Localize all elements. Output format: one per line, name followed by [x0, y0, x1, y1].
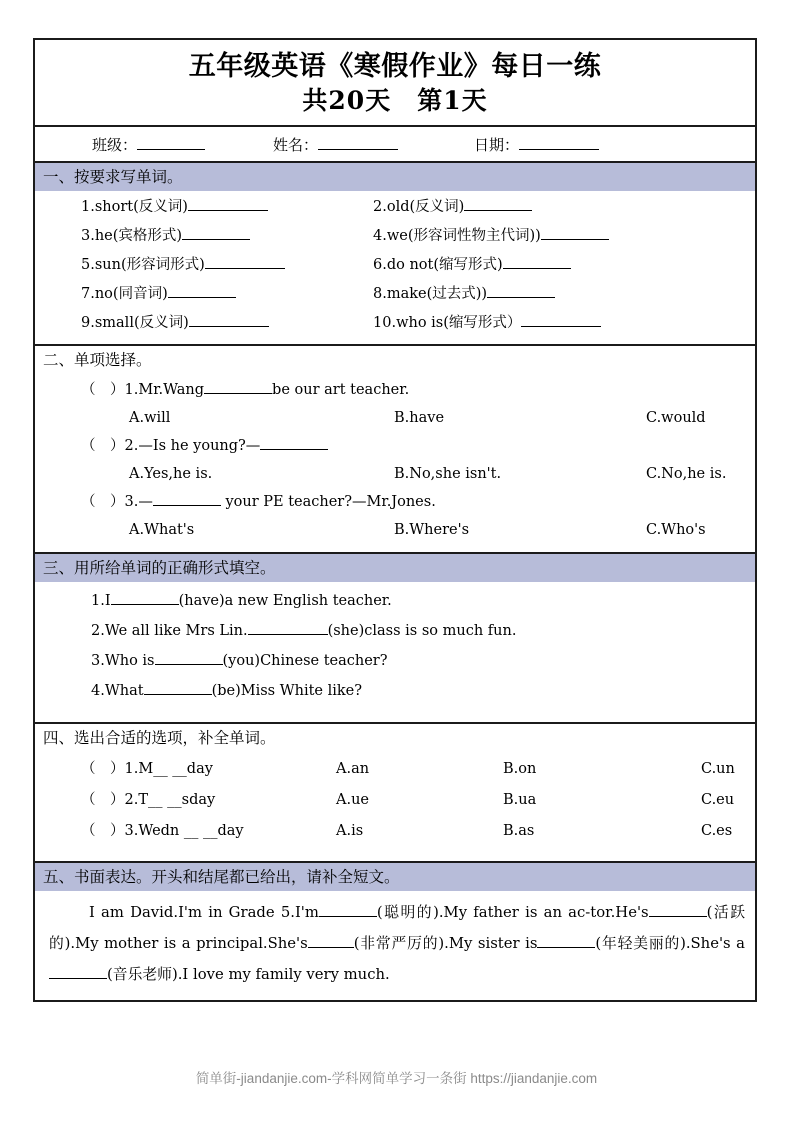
stem-text: Mr.Wang: [138, 382, 205, 398]
item-text-after: (she)class is so much fun.: [327, 623, 517, 639]
item-text: no(同音词): [94, 286, 168, 302]
name-label: 姓名：: [273, 135, 319, 154]
section-2-body: [35, 374, 755, 552]
essay-body[interactable]: [35, 891, 755, 1000]
section-4-heading: 四、选出合适的选项，补全单词。: [35, 724, 755, 752]
answer-blank[interactable]: [182, 226, 250, 240]
section-1-body: [35, 191, 755, 344]
item-number: 5.: [81, 257, 95, 273]
word-option-a[interactable]: A.ue: [336, 792, 370, 808]
answer-blank[interactable]: [521, 313, 601, 327]
answer-bracket[interactable]: （ ）1.: [81, 761, 139, 777]
item-text: who is(缩写形式）: [396, 315, 522, 331]
essay-text: (年轻美丽的).She's a: [595, 935, 745, 952]
word-form-item[interactable]: [43, 280, 373, 309]
mc-option-c[interactable]: C.Who's: [646, 522, 706, 538]
word-form-row: [43, 280, 747, 309]
answer-blank[interactable]: [168, 284, 236, 298]
mc-option-row: [43, 516, 747, 544]
mc-option-b[interactable]: B.have: [394, 410, 445, 426]
item-number: 10.: [373, 315, 397, 331]
stem-text: Wedn __ __day: [138, 823, 244, 839]
mc-option-a[interactable]: A.What's: [129, 522, 195, 538]
word-option-b[interactable]: B.ua: [503, 792, 537, 808]
word-form-item[interactable]: [373, 193, 747, 222]
section-3: [35, 554, 755, 724]
answer-bracket[interactable]: （ ）1.: [81, 382, 139, 398]
class-field[interactable]: [92, 134, 205, 155]
word-option-c[interactable]: C.es: [701, 823, 733, 839]
item-number: 7.: [81, 286, 95, 302]
item-text-after: (have)a new English teacher.: [178, 593, 392, 609]
name-input-blank[interactable]: [318, 136, 398, 150]
mc-question-stem[interactable]: [43, 432, 747, 460]
word-option-b[interactable]: B.on: [503, 761, 537, 777]
mc-option-b[interactable]: B.No,she isn't.: [394, 466, 502, 482]
section-5-heading: 五、书面表达。开头和结尾都已给出，请补全短文。: [35, 863, 755, 891]
word-option-a[interactable]: A.is: [336, 823, 364, 839]
name-field[interactable]: [273, 134, 398, 155]
answer-blank[interactable]: [464, 197, 532, 211]
answer-blank[interactable]: [248, 621, 328, 635]
word-choice-stem[interactable]: [81, 754, 336, 785]
answer-blank[interactable]: [487, 284, 555, 298]
stem-text-after: your PE teacher?—Mr.Jones.: [225, 494, 436, 510]
word-form-item[interactable]: [373, 222, 747, 251]
item-text: do not(缩写形式): [386, 257, 503, 273]
word-form-row: [43, 193, 747, 222]
stem-text: M__ __day: [138, 761, 213, 777]
section-1: [35, 163, 755, 346]
answer-blank[interactable]: [188, 197, 268, 211]
answer-bracket[interactable]: （ ）2.: [81, 792, 139, 808]
answer-blank[interactable]: [541, 226, 609, 240]
essay-text: (活跃的).My mother is a principal.She's: [49, 904, 745, 952]
stem-text: —: [138, 494, 153, 510]
item-number: 3.: [81, 228, 95, 244]
section-4-body: [35, 752, 755, 861]
class-label: 班级：: [92, 135, 138, 154]
section-2-heading: 二、单项选择。: [35, 346, 755, 374]
mc-option-a[interactable]: A.Yes,he is.: [129, 466, 213, 482]
word-option-b[interactable]: B.as: [503, 823, 535, 839]
item-text: he(宾格形式): [94, 228, 183, 244]
word-form-item[interactable]: [373, 309, 747, 338]
word-form-item[interactable]: [43, 309, 373, 338]
mc-option-c[interactable]: C.would: [646, 410, 706, 426]
section-3-heading: 三、用所给单词的正确形式填空。: [35, 554, 755, 582]
essay-text: (聪明的).My father is an ac-tor.He's: [376, 904, 649, 921]
worksheet-sheet: [33, 38, 757, 1002]
page-title: 五年级英语《寒假作业》每日一练: [188, 51, 602, 82]
word-form-row: [43, 309, 747, 338]
essay-text: (音乐老师).I love my family very much.: [107, 966, 390, 983]
answer-bracket[interactable]: （ ）3.: [81, 494, 139, 510]
answer-blank[interactable]: [205, 255, 285, 269]
item-text-after: (you)Chinese teacher?: [222, 653, 388, 669]
fill-item[interactable]: [43, 676, 747, 706]
answer-blank[interactable]: [204, 380, 272, 394]
worksheet-title-block: [35, 40, 755, 127]
mc-option-b[interactable]: B.Where's: [394, 522, 470, 538]
word-form-row: [43, 251, 747, 280]
word-form-item[interactable]: [43, 222, 373, 251]
stem-text: —Is he young?—: [138, 438, 261, 454]
word-option-c[interactable]: C.un: [701, 761, 735, 777]
class-input-blank[interactable]: [137, 136, 205, 150]
word-form-item[interactable]: [43, 251, 373, 280]
item-number: 1.: [81, 199, 95, 215]
fill-item[interactable]: [43, 586, 747, 616]
answer-blank[interactable]: [319, 903, 377, 917]
mc-question-stem[interactable]: [43, 376, 747, 404]
word-form-item[interactable]: [43, 193, 373, 222]
word-form-row: [43, 222, 747, 251]
word-option-c[interactable]: C.eu: [701, 792, 735, 808]
answer-blank[interactable]: [49, 965, 107, 979]
stem-text: T__ __sday: [138, 792, 216, 808]
item-number: 2.: [91, 623, 105, 639]
section-1-heading: 一、按要求写单词。: [35, 163, 755, 191]
answer-blank[interactable]: [111, 591, 179, 605]
mc-option-row: [43, 404, 747, 432]
answer-blank[interactable]: [260, 436, 328, 450]
item-text-after: (be)Miss White like?: [211, 683, 363, 699]
word-choice-stem[interactable]: [81, 816, 336, 847]
section-3-body: [35, 582, 755, 722]
section-4: [35, 724, 755, 863]
answer-blank[interactable]: [155, 651, 223, 665]
item-number: 1.: [91, 593, 105, 609]
answer-blank[interactable]: [189, 313, 269, 327]
item-number: 4.: [373, 228, 387, 244]
answer-blank[interactable]: [503, 255, 571, 269]
item-number: 3.: [91, 653, 105, 669]
word-choice-row: [43, 785, 747, 816]
word-form-item[interactable]: [373, 280, 747, 309]
item-text: sun(形容词形式): [94, 257, 205, 273]
fill-item[interactable]: [43, 616, 747, 646]
date-input-blank[interactable]: [519, 136, 599, 150]
item-number: 9.: [81, 315, 95, 331]
page-subtitle: 共20天 第1天: [302, 86, 488, 115]
mc-option-a[interactable]: A.will: [129, 410, 171, 426]
footer-watermark: 简单街-jiandanjie.com-学科网简单学习一条街 https://jiandanjie.com: [195, 1071, 598, 1086]
section-2: [35, 346, 755, 554]
answer-bracket[interactable]: （ ）3.: [81, 823, 139, 839]
word-choice-row: [43, 816, 747, 847]
answer-blank[interactable]: [144, 681, 212, 695]
word-choice-row: [43, 754, 747, 785]
item-text: small(反义词): [94, 315, 189, 331]
item-text-before: Who is: [104, 653, 155, 669]
answer-blank[interactable]: [537, 934, 595, 948]
item-text: make(过去式)): [386, 286, 488, 302]
item-text-before: I: [104, 593, 111, 609]
stem-text-after: be our art teacher.: [272, 382, 410, 398]
essay-text: I am David.I'm in Grade 5.I'm: [89, 904, 319, 921]
date-label: 日期：: [474, 135, 520, 154]
word-form-item[interactable]: [373, 251, 747, 280]
answer-bracket[interactable]: （ ）2.: [81, 438, 139, 454]
word-option-a[interactable]: A.an: [336, 761, 370, 777]
mc-option-row: [43, 460, 747, 488]
item-text: short(反义词): [94, 199, 188, 215]
item-number: 2.: [373, 199, 387, 215]
student-info-row: [35, 127, 755, 163]
item-number: 4.: [91, 683, 105, 699]
item-text-before: What: [104, 683, 144, 699]
answer-blank[interactable]: [649, 903, 707, 917]
word-choice-stem[interactable]: [81, 785, 336, 816]
essay-text: (非常严厉的).My sister is: [353, 935, 538, 952]
date-field[interactable]: [474, 134, 599, 155]
item-number: 6.: [373, 257, 387, 273]
item-text-before: We all like Mrs Lin.: [104, 623, 248, 639]
section-5: [35, 863, 755, 1000]
mc-question-stem[interactable]: [43, 488, 747, 516]
item-text: we(形容词性物主代词)): [386, 228, 541, 244]
answer-blank[interactable]: [308, 934, 354, 948]
item-text: old(反义词): [386, 199, 465, 215]
answer-blank[interactable]: [153, 492, 221, 506]
item-number: 8.: [373, 286, 387, 302]
mc-option-c[interactable]: C.No,he is.: [646, 466, 727, 482]
fill-item[interactable]: [43, 646, 747, 676]
